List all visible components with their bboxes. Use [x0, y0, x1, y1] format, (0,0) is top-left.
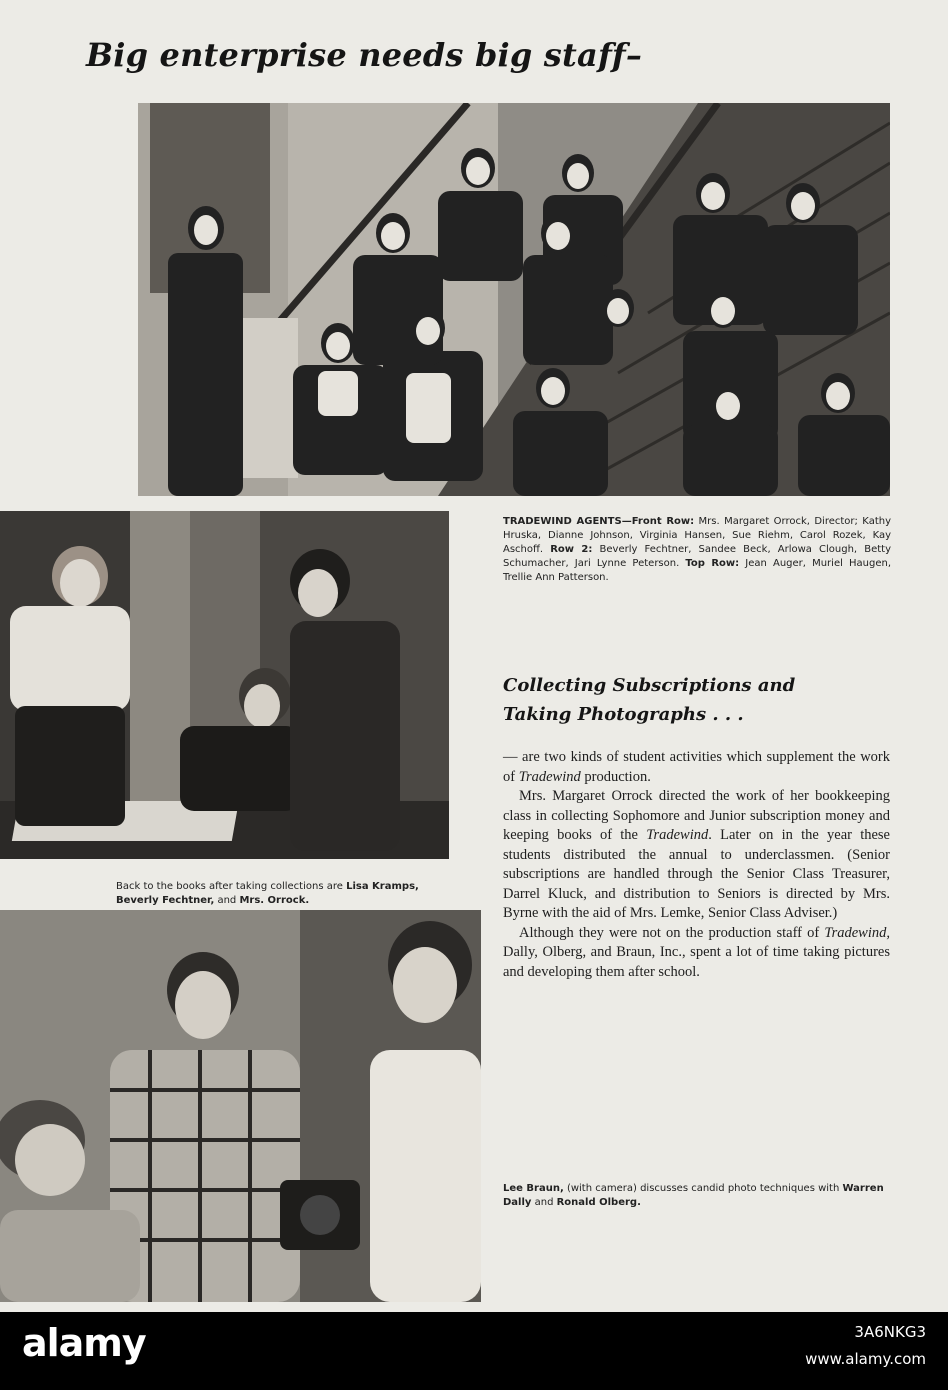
bookkeeping-photo-caption: [116, 880, 456, 908]
section-subhead: [503, 671, 903, 729]
body-p1-text: — are two kinds of student activities which supplement the work of: [503, 749, 890, 785]
books-caption-and: and: [214, 895, 240, 906]
article-body: [503, 748, 890, 982]
body-paragraph-2: [503, 787, 890, 924]
camera-caption-name-1: Warren Dally: [503, 1183, 884, 1208]
agents-caption-front-row: Mrs. Margaret Orrock, Director; Kathy Hruska, Dianne Johnson, Virginia Hansen, Sue Riehm, Carol Rozek, Kay Aschoff.: [503, 516, 891, 555]
books-caption-last: Mrs. Orrock.: [239, 895, 310, 906]
agents-caption-row2-label: Row 2:: [550, 544, 593, 555]
subhead-line-1: Collecting Subscriptions and: [503, 675, 796, 696]
body-p2-end: . Later on in the year these students distributed the annual to underclassmen. (Senior subscriptions are handled through the Senior Class Treasurer, Darrel Kluck, and distribution to Seniors is directed by Mrs. Byrne with the aid of Mrs. Lemke, Senior Class Adviser.): [503, 827, 890, 921]
books-caption-text: Back to the books after taking collections are: [116, 881, 347, 892]
body-p2-text: Mrs. Margaret Orrock directed the work of her bookkeeping class in collecting Sophomore and Junior subscription money and keeping books of the: [503, 788, 890, 843]
body-p1-end: production.: [580, 768, 651, 785]
body-paragraph-3: [503, 924, 890, 983]
camera-caption-lead: Lee Braun,: [503, 1183, 564, 1194]
books-caption-names: Lisa Kramps, Beverly Fechtner,: [116, 881, 419, 906]
body-p3-text: Although they were not on the production staff of: [519, 924, 825, 941]
agents-caption-top-row: Jean Auger, Muriel Haugen, Trellie Ann Patterson.: [503, 558, 892, 583]
subhead-line-2: Taking Photographs . . .: [503, 704, 744, 725]
agents-caption-top-label: Top Row:: [685, 558, 740, 569]
agents-photo-caption: [503, 515, 891, 585]
agents-caption-lead: TRADEWIND AGENTS—Front Row:: [503, 516, 695, 527]
alamy-logo: alamy: [22, 1321, 146, 1365]
staircase-group-illustration: [138, 103, 890, 496]
body-p1-emphasis: Tradewind: [518, 768, 581, 785]
stock-image-id: 3A6NKG3: [854, 1323, 926, 1341]
camera-photo-caption: [503, 1182, 893, 1210]
bookkeeping-illustration: [0, 511, 449, 859]
camera-caption-text: (with camera) discusses candid photo techniques with: [563, 1183, 843, 1194]
page-headline: Big enterprise needs big staff–: [86, 36, 643, 74]
stock-site-url: www.alamy.com: [805, 1350, 926, 1368]
camera-caption-name-2: Ronald Olberg.: [556, 1197, 641, 1208]
body-paragraph-1: [503, 748, 890, 787]
body-p3-end: Dally, Olberg, and Braun, Inc., spent a lot of time taking pictures and developing them after school.: [503, 944, 890, 980]
agents-caption-row2: Beverly Fechtner, Sandee Beck, Arlowa Clough, Betty Schumacher, Jari Lynne Peterson.: [503, 544, 891, 569]
camera-photo: [0, 910, 481, 1302]
body-p2-emphasis: Tradewind: [646, 827, 709, 843]
bookkeeping-photo: [0, 511, 449, 859]
camera-illustration: [0, 910, 481, 1302]
body-p3-emphasis: Tradewind,: [824, 924, 890, 941]
camera-caption-and: and: [531, 1197, 557, 1208]
tradewind-agents-photo: [138, 103, 890, 496]
